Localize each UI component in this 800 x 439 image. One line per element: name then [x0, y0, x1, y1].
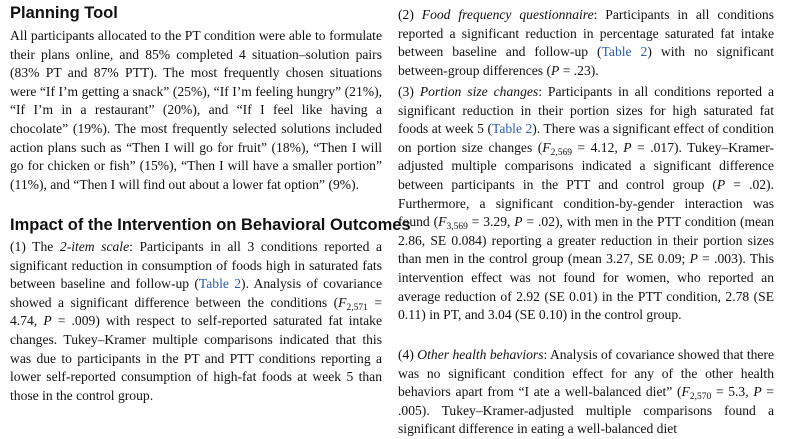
para-3-text-e: = .02). Furthermore, a significant condition-by-gender interaction was found (	[398, 176, 774, 230]
stat-p: P	[550, 62, 560, 78]
para-1-text-c: = .009) with respect to self-reported saturated fat intake changes. Tukey–Kramer multiple comparisons indicated that this was due to participants in the PT and PTT conditions reporting a lower self-reported consumption of high-fat foods at week 5 than those in the control group.	[10, 313, 382, 403]
table-2-link[interactable]: Table 2	[601, 44, 648, 60]
para-4-text-a: : Analysis of covariance showed that there was no significant condition effect for any of the other health behaviors apart from “I ate a well-balanced diet” (	[398, 347, 774, 400]
para-3-text-b: ). There was a significant effect of condition on portion size changes (	[398, 121, 774, 155]
ffq-term: Food frequency questionnaire	[421, 7, 594, 22]
stat-f-df: 3,569	[446, 222, 468, 233]
stat-p: P	[623, 139, 632, 155]
para-3-text-h: = .003). This intervention effect was not found for women, who reported an average reduction of 2.92 (SE 0.01) in the PTT condition, 2.78 (SE 0.11) in PT, and 3.04 (SE 0.10) in the control group.	[398, 251, 775, 323]
portion-size-term: Portion size changes	[419, 84, 539, 99]
para-2-text-c: = .23).	[559, 62, 599, 78]
impact-text-block	[10, 238, 382, 405]
para-1-text-b: ). Analysis of covariance showed a significant difference between the conditions (	[10, 276, 382, 310]
para-4-text-c: = .005). Tukey–Kramer-adjusted multiple comparisons found a significant difference in eating a well-balanced diet	[398, 384, 774, 437]
impact-heading: Impact of the Intervention on Behavioral Outcomes	[10, 216, 411, 234]
stat-f: F	[338, 294, 347, 310]
stat-p: P	[43, 313, 52, 329]
para-3-text-c: = 4.12,	[571, 139, 624, 155]
para-3-text-f: = 3.29,	[467, 214, 515, 230]
para-3-text-d: = .017). Tukey–Kramer-adjusted multiple comparisons indicated a significant difference between participants in the PTT and control group (	[398, 139, 774, 192]
stat-p: P	[716, 176, 726, 192]
impact-section-heading-block	[10, 215, 411, 235]
para-4-lead: (4)	[398, 347, 418, 362]
stat-f-df: 2,570	[689, 392, 712, 403]
stat-p: P	[753, 384, 762, 400]
portion-size-text-block	[398, 83, 774, 325]
planning-tool-paragraph: All participants allocated to the PT condition were able to formulate their plans online, and 85% completed 4 situation–solution pairs (83% PT and 87% PTT). The most frequently chosen situations were “If I’m getting a snack” (25%), “If I’m feeling hungry” (21%), “If I’m in a restaurant” (20%), and “If I feel like having a chocolate” (19%). The most frequently selected solutions included action plans such as “Then I will go for fruit” (18%), “Then I will go for chicken or fish” (15%), “Then I will have a smaller portion” (11%), and “Then I will find out about a lower fat option” (9%).	[10, 28, 382, 192]
para-2-lead: (2)	[398, 7, 422, 22]
stat-f: F	[438, 214, 447, 230]
stat-f: F	[681, 384, 690, 400]
para-1-lead: (1) The	[10, 239, 60, 254]
other-behaviors-text-block	[398, 346, 774, 439]
other-behaviors-term: Other health behaviors	[417, 347, 544, 362]
stat-p: P	[689, 251, 698, 267]
stat-f-df: 2,569	[550, 147, 572, 158]
two-item-scale-term: 2-item scale	[59, 239, 130, 254]
para-3-text-a: : Participants in all conditions reported a significant reduction in their portion sizes for high saturated fat foods at week 5 (	[398, 84, 775, 137]
planning-tool-text-block	[10, 27, 382, 194]
para-4-text-b: = 5.3,	[711, 384, 754, 400]
table-2-link[interactable]: Table 2	[198, 276, 242, 292]
stat-f-value: = 4.74,	[10, 294, 382, 329]
two-item-scale-paragraph	[10, 238, 382, 405]
planning-tool-heading: Planning Tool	[10, 4, 118, 22]
planning-tool-section	[10, 3, 382, 23]
para-1-text-a: : Participants in all 3 conditions reported a significant reduction in consumption of foods high in saturated fats between baseline and follow-up (	[10, 239, 382, 292]
para-2-text-a: : Participants in all conditions reported a significant reduction in percentage saturated fat intake between baseline and follow-up (	[398, 7, 775, 60]
para-2-text-b: ) with no significant between-group differences (	[398, 44, 774, 78]
stat-p: P	[514, 214, 523, 230]
table-2-link[interactable]: Table 2	[491, 121, 533, 137]
other-health-behaviors-paragraph	[398, 346, 774, 439]
food-frequency-paragraph	[398, 6, 774, 80]
para-3-text-g: = .02), with men in the PTT condition (mean 2.86, SE 0.084) reporting a greater reduction in their portion sizes than men in the control group (mean 3.27, SE 0.09;	[398, 214, 774, 267]
stat-f: F	[542, 139, 551, 155]
portion-size-paragraph	[398, 83, 774, 325]
para-3-lead: (3)	[398, 84, 420, 99]
stat-f-df: 2,571	[346, 302, 368, 313]
ffq-text-block	[398, 6, 774, 80]
